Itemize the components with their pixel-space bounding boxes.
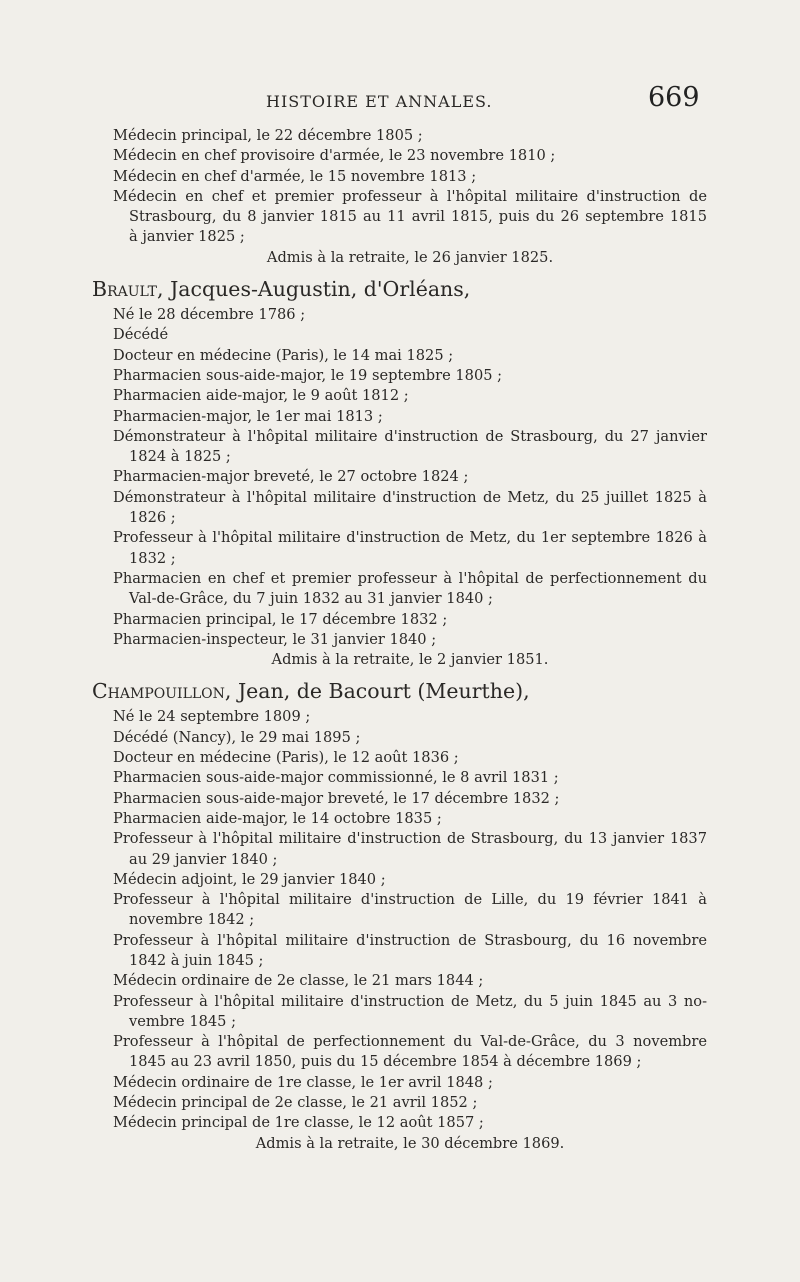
text-line: Strasbourg, du 8 janvier 1815 au 11 avril 1815, puis du 26 septembre 1815 [129,208,707,226]
text-line: Professeur à l'hôpital de perfectionnement du Val-de-Grâce, du 3 novembre [113,1033,707,1051]
text-line: Décédé [113,326,169,344]
text-line: Médecin ordinaire de 1re classe, le 1er avril 1848 ; [113,1073,493,1091]
text-line: Médecin ordinaire de 2e classe, le 21 mars 1844 ; [113,972,484,990]
text-line: Pharmacien-major, le 1er mai 1813 ; [113,407,383,425]
text-line: Médecin en chef provisoire d'armée, le 23 novembre 1810 ; [113,147,556,165]
retirement-line: Admis à la retraite, le 26 janvier 1825. [266,248,554,266]
text-line: Val-de-Grâce, du 7 juin 1832 au 31 janvier 1840 ; [129,590,493,608]
text-line: Médecin en chef et premier professeur à l'hôpital militaire d'instruction de [113,187,707,205]
entry-heading-brault [92,276,707,302]
page-body [92,126,707,1154]
text-line: Professeur à l'hôpital militaire d'instruction de Strasbourg, du 16 novembre [113,931,707,949]
text-line: Pharmacien-inspecteur, le 31 janvier 1840 ; [113,630,437,648]
text-line: Né le 28 décembre 1786 ; [113,306,306,324]
text-line: à janvier 1825 ; [129,228,245,246]
text-line: Professeur à l'hôpital militaire d'instruction de Metz, du 1er septembre 1826 à [113,529,707,547]
page-header [0,82,800,126]
text-line: Professeur à l'hôpital militaire d'instruction de Lille, du 19 février 1841 à [113,891,707,909]
text-line: Pharmacien sous-aide-major commissionné, le 8 avril 1831 ; [113,769,559,787]
page-number: 669 [648,82,700,113]
running-title: HISTOIRE ET ANNALES. [266,92,493,111]
text-line: Pharmacien principal, le 17 décembre 1832 ; [113,610,448,628]
entry-name-origin: Jacques-Augustin, d'Orléans, [170,277,471,302]
text-line: Médecin principal, le 22 décembre 1805 ; [113,127,423,144]
entry-name-origin: Jean, de Bacourt (Meurthe), [237,679,530,704]
text-line: Pharmacien-major breveté, le 27 octobre 1824 ; [113,468,469,486]
text-line: Pharmacien aide-major, le 14 octobre 1835 ; [113,809,442,827]
entry-surname: Brault, [92,277,164,302]
entry-heading-champouillon [92,678,707,704]
text-line: 1826 ; [129,509,176,527]
text-line: au 29 janvier 1840 ; [129,850,278,868]
text-line: Pharmacien sous-aide-major breveté, le 17 décembre 1832 ; [113,789,560,807]
text-line: 1845 au 23 avril 1850, puis du 15 décembre 1854 à décembre 1869 ; [129,1053,642,1071]
text-line: Pharmacien aide-major, le 9 août 1812 ; [113,387,409,405]
retirement-line: Admis à la retraite, le 2 janvier 1851. [271,651,549,669]
text-line: vembre 1845 ; [129,1012,237,1030]
text-line: Démonstrateur à l'hôpital militaire d'instruction de Metz, du 25 juillet 1825 à [113,488,707,506]
text-line: 1824 à 1825 ; [129,448,231,466]
text-line: Docteur en médecine (Paris), le 14 mai 1825 ; [113,346,454,364]
text-line: 1832 ; [129,549,176,567]
text-line: Pharmacien en chef et premier professeur à l'hôpital de perfectionnement du [113,569,707,587]
text-line: novembre 1842 ; [129,911,255,929]
text-line: Professeur à l'hôpital militaire d'instruction de Strasbourg, du 13 janvier 1837 [113,830,707,848]
text-line: Né le 24 septembre 1809 ; [113,708,311,726]
text-line: Démonstrateur à l'hôpital militaire d'instruction de Strasbourg, du 27 janvier [113,427,707,445]
text-line: Professeur à l'hôpital militaire d'instruction de Metz, du 5 juin 1845 au 3 no- [113,992,707,1010]
text-line: 1842 à juin 1845 ; [129,951,264,969]
text-line: Médecin principal de 1re classe, le 12 août 1857 ; [113,1114,484,1132]
text-line: Médecin principal de 2e classe, le 21 avril 1852 ; [113,1094,478,1112]
text-line: Médecin en chef d'armée, le 15 novembre 1813 ; [113,167,477,185]
text-line: Décédé (Nancy), le 29 mai 1895 ; [113,728,361,746]
text-line: Médecin adjoint, le 29 janvier 1840 ; [113,870,386,888]
text-line: Pharmacien sous-aide-major, le 19 septembre 1805 ; [113,366,503,384]
entry-surname: Champouillon, [92,679,232,704]
retirement-line: Admis à la retraite, le 30 décembre 1869. [255,1134,565,1152]
text-line: Docteur en médecine (Paris), le 12 août 1836 ; [113,749,459,767]
